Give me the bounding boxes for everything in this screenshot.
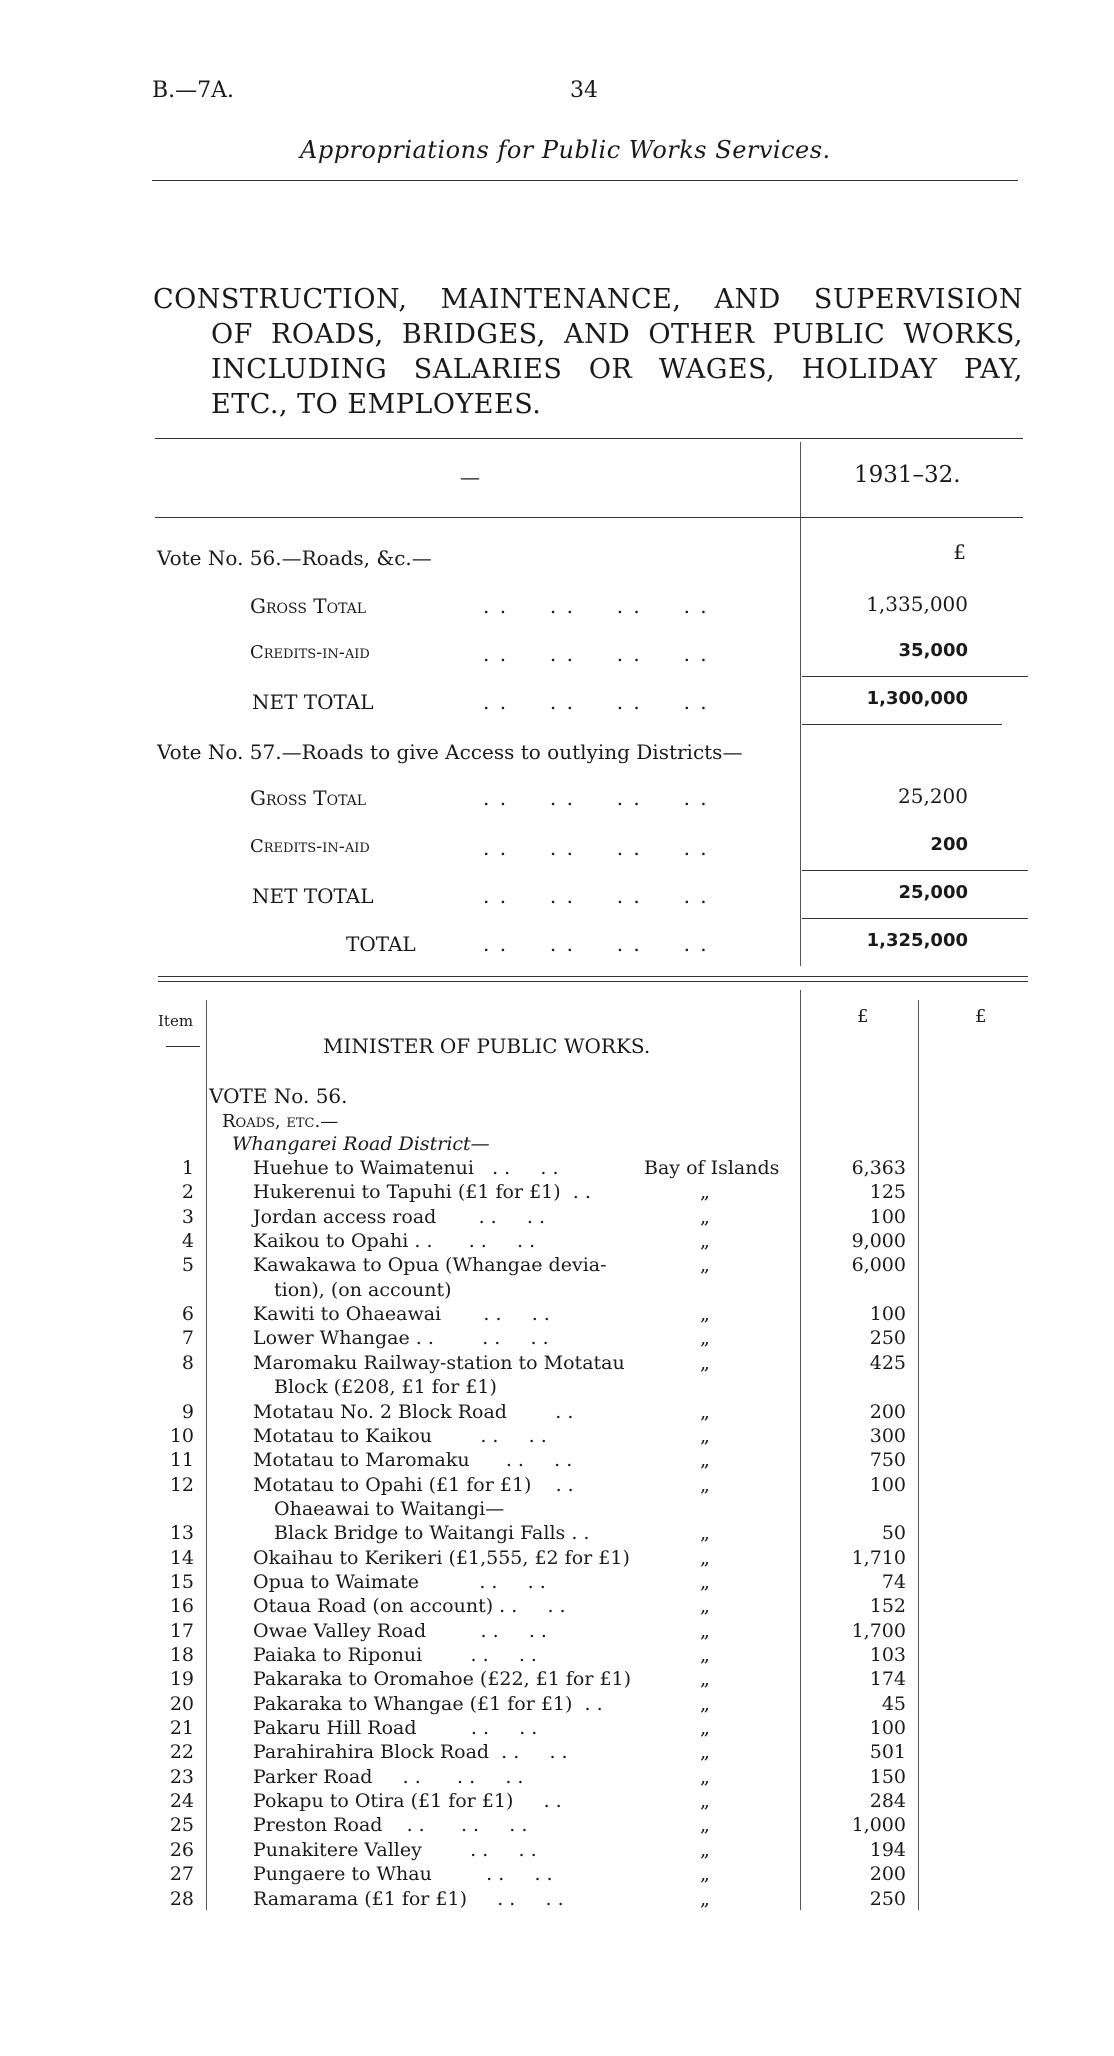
- item-number: 15: [169, 1570, 194, 1593]
- item-amount: 100: [869, 1473, 906, 1496]
- item-name: Otaua Road (on account) . . . .: [253, 1595, 566, 1618]
- item-district: „: [700, 1619, 710, 1642]
- item-name: Black Bridge to Waitangi Falls . .: [274, 1522, 590, 1545]
- table-row: [0, 1765, 1114, 1789]
- item-number: 25: [169, 1814, 194, 1837]
- minister-heading: MINISTER OF PUBLIC WORKS.: [323, 1034, 651, 1058]
- item-amount: 152: [869, 1595, 906, 1618]
- item-amount: 150: [869, 1765, 906, 1788]
- table-row: [0, 1546, 1114, 1570]
- item-amount: 100: [869, 1205, 906, 1228]
- item-number: 1: [181, 1157, 194, 1179]
- item-number: 13: [169, 1522, 194, 1545]
- item-number: 6: [181, 1303, 194, 1326]
- item-amount: 1,700: [851, 1619, 906, 1642]
- heading-line-4: ETC., TO EMPLOYEES.: [211, 389, 542, 420]
- table-row: [0, 1570, 1114, 1594]
- item-district: „: [700, 1230, 710, 1253]
- item-amount: 9,000: [851, 1230, 906, 1253]
- item-name: Paiaka to Riponui . . . .: [253, 1644, 537, 1666]
- vote-57-credits-rule: [802, 870, 1028, 871]
- item-name: Hukerenui to Tapuhi (£1 for £1) . .: [253, 1181, 591, 1204]
- item-number: 22: [169, 1741, 194, 1764]
- table-row: [0, 1594, 1114, 1618]
- table-row: [0, 1375, 1114, 1399]
- item-amount: 50: [881, 1522, 906, 1545]
- item-number: 14: [169, 1546, 194, 1569]
- table-row: [0, 1424, 1114, 1448]
- item-name: Parker Road . . . . . .: [253, 1765, 524, 1788]
- heading-line-2: OF ROADS, BRIDGES, AND OTHER PUBLIC WORKS,: [211, 319, 1023, 350]
- item-amount: 425: [869, 1351, 906, 1374]
- section-heading: [153, 282, 1023, 422]
- item-amount: 6,363: [851, 1157, 906, 1179]
- item-number: 16: [169, 1595, 194, 1618]
- item-district: „: [700, 1644, 710, 1666]
- item-name: Opua to Waimate . . . .: [253, 1570, 546, 1593]
- table-row: [0, 1351, 1114, 1375]
- table-row: [0, 1156, 1114, 1180]
- item-number: 3: [181, 1205, 194, 1228]
- table-row: [0, 1862, 1114, 1886]
- item-district: „: [700, 1351, 710, 1374]
- item-name: Pungaere to Whau . . . .: [253, 1863, 553, 1886]
- item-number: 4: [181, 1230, 194, 1253]
- summary-pound-sign: £: [953, 540, 966, 564]
- table-row: [0, 1448, 1114, 1472]
- item-district: „: [700, 1765, 710, 1788]
- vote-57-gross-leaders: . . . . . . . .: [483, 786, 709, 810]
- heading-line-3: INCLUDING SALARIES OR WAGES, HOLIDAY PAY,: [211, 354, 1023, 385]
- item-number: 19: [169, 1668, 194, 1691]
- table-row: [0, 1497, 1114, 1521]
- header-rule: [152, 180, 1018, 181]
- summary-blank-column-header: —: [460, 465, 480, 489]
- item-district: „: [700, 1254, 710, 1277]
- subhead-roads: Roads, etc.—: [222, 1111, 339, 1132]
- running-title: Appropriations for Public Works Services.: [300, 136, 831, 164]
- item-name: Kaikou to Opahi . . . . . .: [253, 1230, 536, 1253]
- item-number: 17: [169, 1619, 194, 1642]
- table-row: [0, 1400, 1114, 1424]
- item-district: Bay of Islands: [644, 1157, 780, 1179]
- item-district: „: [700, 1863, 710, 1886]
- summary-bottom-rule: [158, 976, 1028, 977]
- item-name: Lower Whangae . . . . . .: [253, 1327, 549, 1350]
- table-row: [0, 1887, 1114, 1911]
- item-name: Motatau to Kaikou . . . .: [253, 1424, 547, 1447]
- grand-total-leaders: . . . . . . . .: [483, 932, 709, 956]
- grand-total-label: TOTAL: [346, 932, 416, 956]
- table-row: [0, 1253, 1114, 1277]
- summary-column-divider: [800, 442, 801, 966]
- item-number: 11: [169, 1449, 194, 1472]
- item-number: 7: [181, 1327, 194, 1350]
- page-number: 34: [570, 78, 598, 103]
- item-district: „: [700, 1717, 710, 1740]
- item-number: 9: [181, 1400, 194, 1423]
- item-name: Jordan access road . . . .: [253, 1205, 546, 1228]
- item-amount: 1,710: [851, 1546, 906, 1569]
- vote-56-gross-leaders: . . . . . . . .: [483, 594, 709, 618]
- item-name: tion), (on account): [274, 1278, 452, 1301]
- vote-57-credits-label: Credits-in-aid: [250, 836, 370, 857]
- item-name: Maromaku Railway-station to Motatau: [253, 1351, 625, 1374]
- vote-57-net-label: NET TOTAL: [252, 884, 374, 908]
- item-name: Motatau to Opahi (£1 for £1) . .: [253, 1473, 574, 1496]
- vote-57-label: Vote No. 57.—Roads to give Access to outlying Districts—: [157, 740, 743, 764]
- detail-pound-column-1: £: [857, 1006, 869, 1027]
- item-district: „: [700, 1668, 710, 1691]
- table-row: [0, 1692, 1114, 1716]
- item-amount: 100: [869, 1303, 906, 1326]
- table-row: [0, 1229, 1114, 1253]
- item-number: 24: [169, 1790, 194, 1813]
- item-amount: 1,000: [851, 1814, 906, 1837]
- table-row: [0, 1643, 1114, 1667]
- item-name: Ohaeawai to Waitangi—: [274, 1497, 505, 1520]
- item-name: Punakitere Valley . . . .: [253, 1838, 537, 1861]
- vote-57-credits-amount: 200: [930, 834, 968, 855]
- item-amount: 300: [869, 1424, 906, 1447]
- item-name: Motatau No. 2 Block Road . .: [253, 1400, 574, 1423]
- item-name: Okaihau to Kerikeri (£1,555, £2 for £1): [253, 1546, 630, 1569]
- item-number: 26: [169, 1838, 194, 1861]
- item-district: „: [700, 1595, 710, 1618]
- vote-57-gross-amount: 25,200: [898, 784, 968, 808]
- item-name: Pakaraka to Oromahoe (£22, £1 for £1): [253, 1668, 632, 1691]
- item-number: 12: [169, 1473, 194, 1496]
- table-row: [0, 1473, 1114, 1497]
- item-number: 28: [169, 1887, 194, 1910]
- item-name: Preston Road . . . . . .: [253, 1814, 528, 1837]
- item-amount: 194: [869, 1838, 906, 1861]
- item-name: Pakaru Hill Road . . . .: [253, 1717, 538, 1740]
- item-number: 18: [169, 1644, 194, 1666]
- item-number: 8: [181, 1351, 194, 1374]
- district-heading: Whangarei Road District—: [232, 1133, 490, 1155]
- summary-top-rule: [155, 438, 1023, 439]
- item-amount: 250: [869, 1887, 906, 1910]
- item-amount: 174: [869, 1668, 906, 1691]
- vote-56-credits-label: Credits-in-aid: [250, 642, 370, 663]
- item-number: 2: [181, 1181, 194, 1204]
- item-district: „: [700, 1205, 710, 1228]
- item-number: 5: [181, 1254, 194, 1277]
- vote-56-credits-amount: 35,000: [898, 640, 968, 661]
- item-district: „: [700, 1692, 710, 1715]
- vote-56-gross-label: Gross Total: [250, 594, 367, 618]
- vote-56-net-amount: 1,300,000: [866, 688, 968, 709]
- item-district: „: [700, 1814, 710, 1837]
- table-row: [0, 1180, 1114, 1204]
- item-amount: 284: [869, 1790, 906, 1813]
- table-row: [0, 1521, 1114, 1545]
- heading-line-1: CONSTRUCTION, MAINTENANCE, AND SUPERVISION: [153, 284, 1023, 315]
- item-amount: 200: [869, 1863, 906, 1886]
- vote-57-net-rule: [802, 918, 1028, 919]
- item-number: 27: [169, 1863, 194, 1886]
- item-district: „: [700, 1522, 710, 1545]
- table-row: [0, 1740, 1114, 1764]
- table-row: [0, 1326, 1114, 1350]
- item-name: Parahirahira Block Road . . . .: [253, 1741, 568, 1764]
- item-amount: 501: [869, 1741, 906, 1764]
- item-amount: 6,000: [851, 1254, 906, 1277]
- summary-year-header: 1931–32.: [854, 462, 961, 488]
- item-district: „: [700, 1838, 710, 1861]
- item-amount: 750: [869, 1449, 906, 1472]
- summary-bottom-rule-2: [158, 981, 1028, 982]
- table-row: [0, 1619, 1114, 1643]
- item-district: „: [700, 1400, 710, 1423]
- item-name: Pokapu to Otira (£1 for £1) . .: [253, 1790, 562, 1813]
- item-amount: 103: [869, 1644, 906, 1666]
- item-number: 23: [169, 1765, 194, 1788]
- item-district: „: [700, 1546, 710, 1569]
- item-district: „: [700, 1449, 710, 1472]
- vote-57-net-leaders: . . . . . . . .: [483, 884, 709, 908]
- vote-57-gross-label: Gross Total: [250, 786, 367, 810]
- table-row: [0, 1302, 1114, 1326]
- table-row: [0, 1205, 1114, 1229]
- item-name: Ramarama (£1 for £1) . . . .: [253, 1887, 564, 1910]
- item-name: Pakaraka to Whangae (£1 for £1) . .: [253, 1692, 603, 1715]
- vote-56-net-leaders: . . . . . . . .: [483, 690, 709, 714]
- item-name: Kawakawa to Opua (Whangae devia-: [253, 1254, 607, 1277]
- item-header-dash: [166, 1046, 200, 1047]
- grand-total-amount: 1,325,000: [866, 930, 968, 951]
- item-name: Motatau to Maromaku . . . .: [253, 1449, 573, 1472]
- item-district: „: [700, 1570, 710, 1593]
- item-amount: 125: [869, 1181, 906, 1204]
- table-row: [0, 1278, 1114, 1302]
- vote-56-credits-rule: [802, 676, 1028, 677]
- document-reference: B.—7A.: [152, 78, 235, 103]
- table-row: [0, 1667, 1114, 1691]
- vote-56-gross-amount: 1,335,000: [866, 592, 968, 616]
- item-district: „: [700, 1473, 710, 1496]
- table-row: [0, 1838, 1114, 1862]
- vote-57-net-amount: 25,000: [898, 882, 968, 903]
- summary-header-rule: [155, 517, 1023, 518]
- item-name: Kawiti to Ohaeawai . . . .: [253, 1303, 550, 1326]
- table-row: [0, 1813, 1114, 1837]
- table-row: [0, 1716, 1114, 1740]
- item-district: „: [700, 1327, 710, 1350]
- vote-56-label: Vote No. 56.—Roads, &c.—: [157, 546, 432, 570]
- item-name: Block (£208, £1 for £1): [274, 1376, 497, 1399]
- item-amount: 45: [881, 1692, 906, 1715]
- item-district: „: [700, 1303, 710, 1326]
- vote-heading: VOTE No. 56.: [209, 1084, 348, 1108]
- item-district: „: [700, 1181, 710, 1204]
- item-number: 10: [169, 1424, 194, 1447]
- item-district: „: [700, 1741, 710, 1764]
- item-column-header: Item: [158, 1012, 194, 1030]
- item-amount: 250: [869, 1327, 906, 1350]
- item-district: „: [700, 1790, 710, 1813]
- vote-56-net-label: NET TOTAL: [252, 690, 374, 714]
- item-amount: 74: [881, 1570, 906, 1593]
- vote-56-credits-leaders: . . . . . . . .: [483, 642, 709, 666]
- item-number: 21: [169, 1717, 194, 1740]
- vote-57-credits-leaders: . . . . . . . .: [483, 836, 709, 860]
- item-district: „: [700, 1424, 710, 1447]
- item-amount: 200: [869, 1400, 906, 1423]
- item-amount: 100: [869, 1717, 906, 1740]
- vote-56-net-rule: [802, 724, 1002, 725]
- item-name: Huehue to Waimatenui . . . .: [253, 1157, 559, 1179]
- table-row: [0, 1789, 1114, 1813]
- item-name: Owae Valley Road . . . .: [253, 1619, 547, 1642]
- item-number: 20: [169, 1692, 194, 1715]
- item-district: „: [700, 1887, 710, 1910]
- detail-pound-column-2: £: [975, 1006, 987, 1027]
